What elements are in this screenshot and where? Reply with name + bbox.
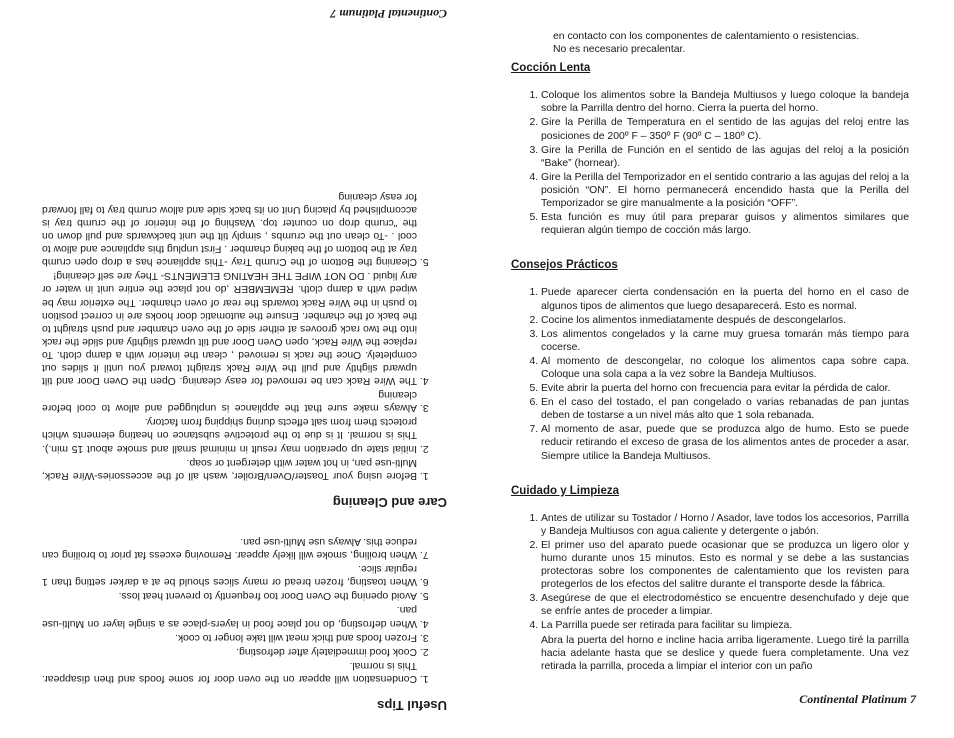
- tips-list: [511, 286, 909, 462]
- useful-tips-heading: Useful Tips: [377, 698, 447, 713]
- care-cleaning-heading: Care and Cleaning: [332, 494, 447, 510]
- intro-line: en contacto con los componentes de calentamiento o resistencias.: [553, 31, 860, 42]
- list-item: 4. Al momento de descongelar, no coloque los alimentos capa sobre capa. Coloque una sola capa a la vez sobre la Bandeja Multiusos.: [541, 355, 909, 381]
- useful-tips-list: [42, 535, 447, 685]
- list-item: 7. Al momento de asar, puede que se produzca algo de humo. Esto se puede reducir retirando el exceso de grasa de los alimentos antes de proceder a asar. Siempre utilice la Bandeja Multiusos.: [541, 423, 909, 462]
- care-cleaning-list: [42, 190, 447, 482]
- list-item: 6. When toasting, frozen bread or many slices should be at a darker setting than 1 regular slice.: [42, 562, 417, 588]
- list-item: 5. Avoid opening the Oven Door too frequently to prevent heat loss.: [42, 589, 417, 602]
- care-continuation: Abra la puerta del horno e incline hacia arriba ligeramente. Luego tiré la parrilla hacia adelante hasta que se deslice y quede fuera completamente. Una vez retirada la parrilla, proceda a limpiar el interior con un paño: [541, 634, 909, 672]
- list-item: 2. Cocine los alimentos inmediatamente después de descongelarlos.: [541, 314, 909, 327]
- left-page-footer: Continental Platinum 7: [330, 7, 447, 21]
- list-item: 1. Before using your Toaster/Oven/Broiler, wash all of the accessories-Wire Rack, Multi-use pan, in hot water with detergent or soap.: [42, 456, 417, 482]
- list-item: 1. Condensation will appear on the oven door for some foods and then disappear. This is normal.: [42, 659, 417, 685]
- list-item: 1. Coloque los alimentos sobre la Bandeja Multiusos y luego coloque la bandeja sobre la Parrilla dentro del horno. Cierra la puerta del horno.: [541, 89, 909, 115]
- right-page-content: [511, 30, 909, 673]
- right-page-footer: Continental Platinum 7: [799, 692, 916, 706]
- list-item: 3. Asegúrese de que el electrodoméstico se encuentre desenchufado y deje que se enfríe antes de proceder a limpiar.: [541, 592, 909, 618]
- list-item: 5. Evite abrir la puerta del horno con frecuencia para evitar la pérdida de calor.: [541, 382, 909, 395]
- right-page: [477, 0, 954, 738]
- slow-cook-heading: Cocción Lenta: [511, 62, 591, 75]
- list-item: 2. Gire la Perilla de Temperatura en el sentido de las agujas del reloj entre las posiciones de 200º F – 350º F (90º C – 180º C).: [541, 116, 909, 142]
- list-item: 4. La Parrilla puede ser retirada para facilitar su limpieza.: [541, 619, 909, 632]
- intro-line: No es necesario precalentar.: [553, 44, 686, 56]
- list-item: 2. Initial state up operation may result in minimal small and smoke about 15 min.). This is normal. It is due to the protective substance on heating elements which protects them from salt effects during shipping from factory.: [42, 415, 417, 454]
- list-item: 4. When defrosting, do not place food in layers-place as a single layer on Multi-use pan.: [42, 603, 417, 629]
- list-item: 4. Gire la Perilla del Temporizador en el sentido contrario a las agujas del reloj a la posición “ON”. El horno permanecerá encendido hasta que la Perilla del Temporizador se gire manualmente a la posición “OFF”.: [541, 171, 909, 210]
- list-item: 6. En el caso del tostado, el pan congelado o varias rebanadas de pan juntas deben de tostarse a un nivel más alto que 1 sola rebanada.: [541, 396, 909, 422]
- list-item: 1. Puede aparecer cierta condensación en la puerta del horno en el caso de algunos tipos de alimentos que luego desaparecerá. Esto es normal.: [541, 286, 909, 312]
- list-item: 3. Gire la Perilla de Función en el sentido de las agujas del reloj a la posición “Bake” (hornear).: [541, 144, 909, 170]
- list-item: 3. Frozen foods and thick meat will take longer to cook.: [42, 631, 417, 644]
- list-item: 5. Esta función es muy útil para preparar guisos y alimentos similares que requieran algún tiempo de cocción más largo.: [541, 211, 909, 237]
- slow-cook-list: [511, 89, 909, 237]
- list-item: 5. Cleaning the Bottom of the Crumb Tray -This appliance has a drop open crumb tray at the bottom of the baking chamber . First unplug this appliance and allow to cool . -To clean out the crumbs , simply tilt the unit backwards and pull down on the "crumb drop on counter top. Washing of the interior of the crumb tray is accomplished by placing Unit on its back side and allow crumb tray to fall forward for easy cleaning: [42, 190, 417, 269]
- left-page-content: [42, 189, 447, 718]
- list-item: 3. Los alimentos congelados y la carne muy gruesa tomarán más tiempo para cocerse.: [541, 328, 909, 354]
- list-item: 7. When broiling, smoke will likely appear. Removing excess fat prior to broiling can reduce this. Always use Multi-use pan.: [42, 535, 417, 561]
- list-item: 2. Cook food immediately after defrosting.: [42, 645, 417, 658]
- care-list: [511, 512, 909, 633]
- tips-heading: Consejos Prácticos: [511, 259, 618, 272]
- care-heading: Cuidado y Limpieza: [511, 484, 619, 497]
- list-item: 2. El primer uso del aparato puede ocasionar que se produzca un ligero olor y humo durante unos 15 minutos. Esto es normal y se debe a las sustancias protectoras sobre los componentes de calentamiento que los revisten para protegerlos de los efectos del salitre durante el transporte desde la fábrica.: [541, 539, 909, 591]
- intro-text: [553, 30, 909, 56]
- list-item: 3. Always make sure that the appliance is unplugged and allow to cool before cleaning: [42, 388, 417, 414]
- list-item: 1. Antes de utilizar su Tostador / Horno / Asador, lave todos los accesorios, Parrilla y Bandeja Multiusos con agua caliente y detergente o jabón.: [541, 512, 909, 538]
- list-item: 4. The Wire Rack can be removed for easy cleaning. Open the Oven Door and tilt upward slightly and pull the Wire Rack straight toward you until it slides out completely. Once the rack is removed , clean the interior with a damp cloth. To replace the Wire Rack, open Oven Door and tilt upward slightly and slide the rack into the two rack grooves at either side of the oven chamber and push straight to the back of the chamber. Ensure the automatic door hooks are in correct position to push in the Wire Rack towards the rear of oven chamber. The exterior may be wiped with a damp cloth. REMEMBER ,do not place the entire unit in water or any liquid . DO NOT WIPE THE HEATING ELEMENTS- They are self cleaning!: [42, 269, 417, 387]
